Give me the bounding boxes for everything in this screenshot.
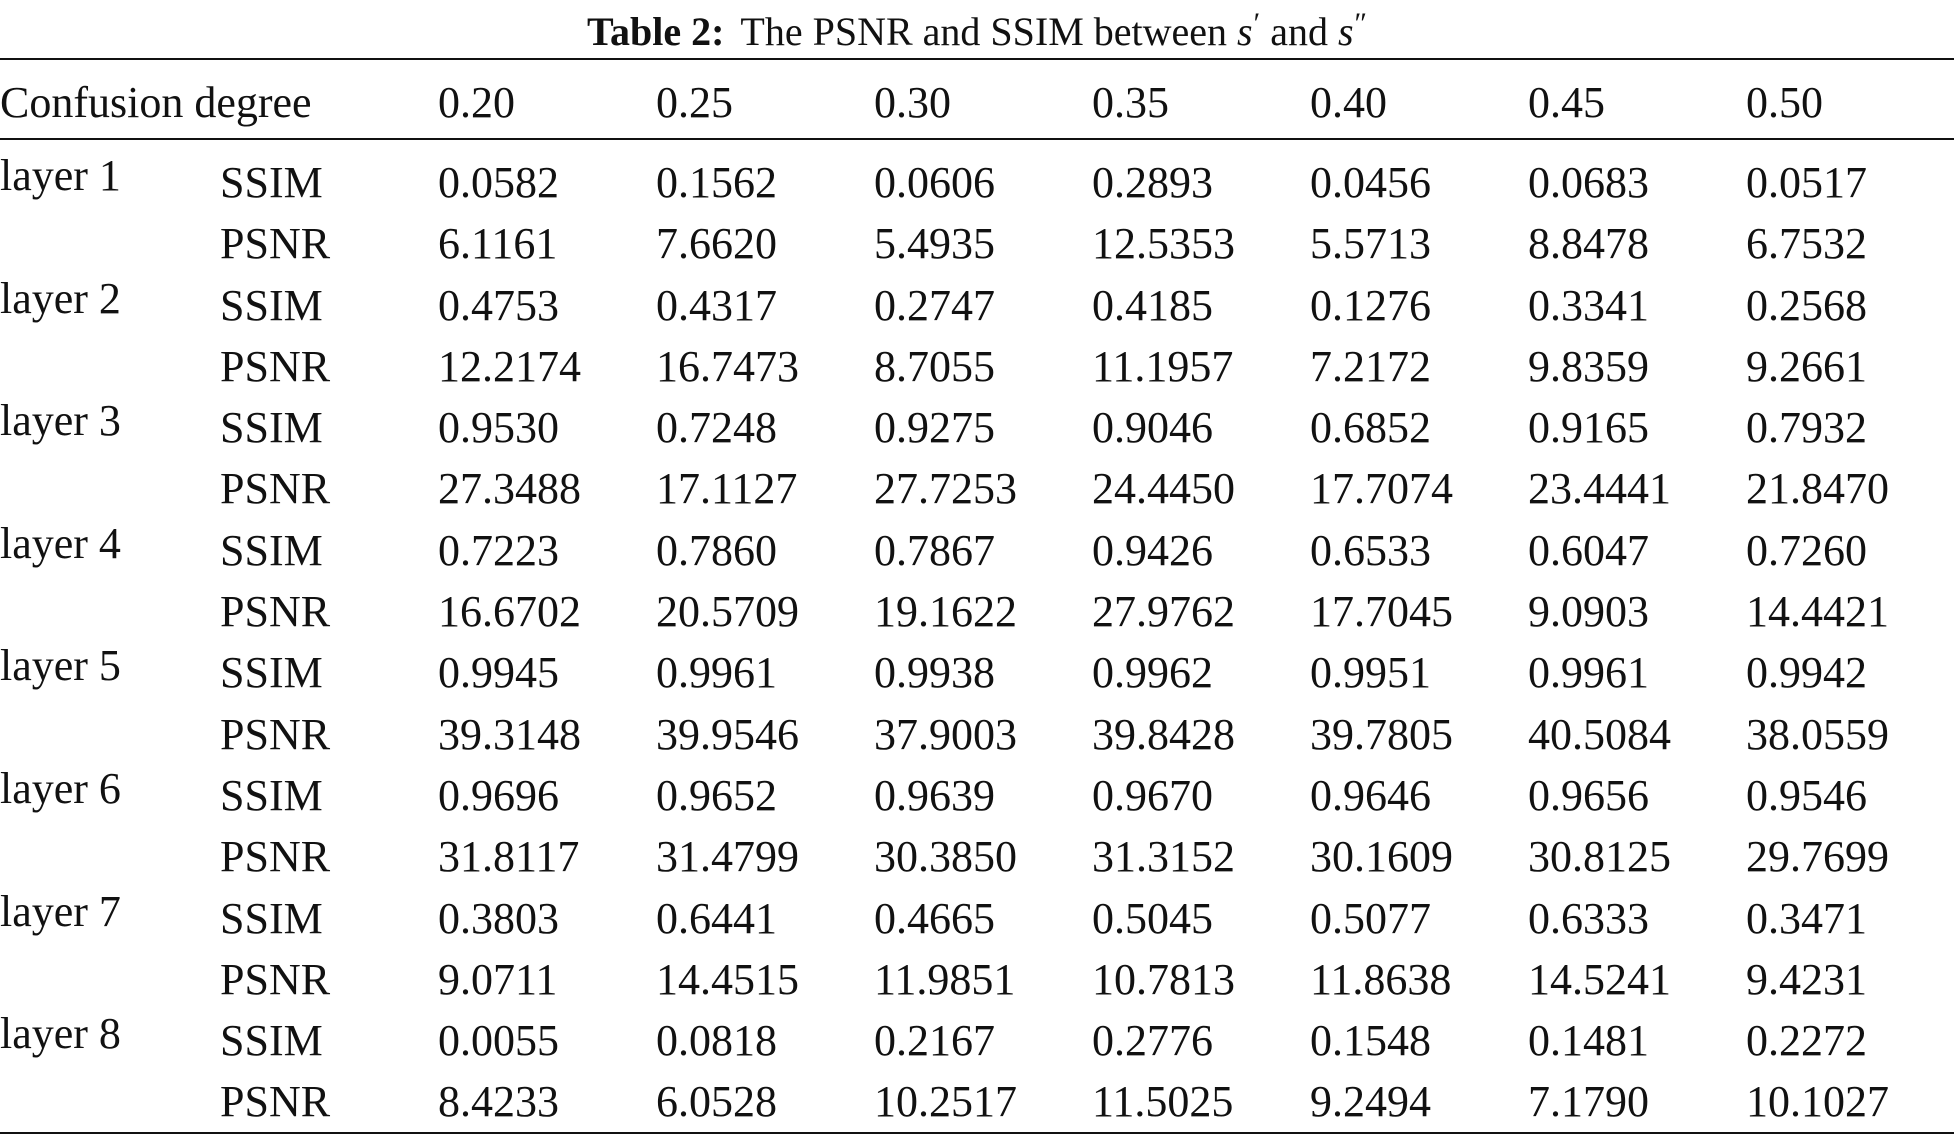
ssim-value: 0.4317 xyxy=(656,280,777,330)
ssim-value: 0.7867 xyxy=(874,525,995,575)
table-row xyxy=(0,213,1954,274)
ssim-value: 0.0582 xyxy=(438,158,559,207)
ssim-label: SSIM xyxy=(220,403,323,453)
ssim-value: 0.9961 xyxy=(1528,648,1649,698)
psnr-value: 23.4441 xyxy=(1528,464,1671,514)
layer-label-empty xyxy=(0,458,220,519)
ssim-value: 0.0606 xyxy=(874,158,995,207)
psnr-value: 17.7045 xyxy=(1310,587,1453,637)
psnr-value: 8.7055 xyxy=(874,341,995,391)
ssim-value: 0.9961 xyxy=(656,648,777,698)
header-degree: 0.40 xyxy=(1310,78,1387,127)
ssim-label: SSIM xyxy=(220,770,323,820)
top-rule xyxy=(0,58,1954,60)
table-row xyxy=(0,1071,1954,1132)
layer-label-empty xyxy=(0,1071,220,1132)
psnr-value: 9.2494 xyxy=(1310,1077,1431,1127)
psnr-value: 27.9762 xyxy=(1092,587,1235,637)
layer-label: layer 7 xyxy=(0,886,121,936)
ssim-label: SSIM xyxy=(220,280,323,330)
psnr-value: 24.4450 xyxy=(1092,464,1235,514)
psnr-label: PSNR xyxy=(220,832,331,882)
header-degree: 0.35 xyxy=(1092,78,1169,127)
psnr-label: PSNR xyxy=(220,709,331,759)
ssim-value: 0.9046 xyxy=(1092,403,1213,453)
ssim-value: 0.9938 xyxy=(874,648,995,698)
ssim-value: 0.7248 xyxy=(656,403,777,453)
psnr-value: 39.9546 xyxy=(656,709,799,759)
psnr-value: 5.5713 xyxy=(1310,219,1431,269)
table-row xyxy=(0,520,1954,581)
ssim-value: 0.7860 xyxy=(656,525,777,575)
ssim-value: 0.9639 xyxy=(874,770,995,820)
psnr-value: 17.1127 xyxy=(656,464,798,514)
psnr-value: 10.1027 xyxy=(1746,1077,1889,1127)
ssim-value: 0.9656 xyxy=(1528,770,1649,820)
psnr-label: PSNR xyxy=(220,464,331,514)
layer-label-empty xyxy=(0,213,220,274)
header-degree: 0.25 xyxy=(656,78,733,127)
caption-conj: and xyxy=(1270,9,1328,54)
caption-var-b: s xyxy=(1337,9,1354,54)
ssim-value: 0.1481 xyxy=(1528,1016,1649,1066)
ssim-value: 0.4665 xyxy=(874,893,995,943)
psnr-value: 7.6620 xyxy=(656,219,777,269)
table-row xyxy=(0,888,1954,949)
ssim-value: 0.9530 xyxy=(438,403,559,453)
ssim-value: 0.2167 xyxy=(874,1016,995,1066)
psnr-value: 38.0559 xyxy=(1746,709,1889,759)
layer-label-empty xyxy=(0,949,220,1010)
psnr-value: 27.7253 xyxy=(874,464,1017,514)
table-row xyxy=(0,642,1954,703)
ssim-value: 0.7260 xyxy=(1746,525,1867,575)
header-row xyxy=(0,68,1954,138)
psnr-value: 9.2661 xyxy=(1746,341,1867,391)
psnr-value: 11.9851 xyxy=(874,954,1016,1004)
psnr-value: 10.2517 xyxy=(874,1077,1017,1127)
psnr-value: 31.4799 xyxy=(656,832,799,882)
psnr-value: 9.0711 xyxy=(438,954,558,1004)
table-row xyxy=(0,458,1954,519)
psnr-value: 30.3850 xyxy=(874,832,1017,882)
psnr-value: 5.4935 xyxy=(874,219,995,269)
table-row xyxy=(0,581,1954,642)
psnr-value: 9.8359 xyxy=(1528,341,1649,391)
psnr-value: 11.8638 xyxy=(1310,954,1452,1004)
ssim-value: 0.6533 xyxy=(1310,525,1431,575)
ssim-label: SSIM xyxy=(220,648,323,698)
ssim-label: SSIM xyxy=(220,893,323,943)
psnr-label: PSNR xyxy=(220,219,331,269)
psnr-label: PSNR xyxy=(220,341,331,391)
psnr-label: PSNR xyxy=(220,1077,331,1127)
psnr-value: 9.4231 xyxy=(1746,954,1867,1004)
psnr-value: 39.7805 xyxy=(1310,709,1453,759)
psnr-value: 30.8125 xyxy=(1528,832,1671,882)
layer-label: layer 8 xyxy=(0,1009,121,1059)
results-table xyxy=(0,68,1954,1133)
layer-label: layer 6 xyxy=(0,763,121,813)
ssim-value: 0.4753 xyxy=(438,280,559,330)
ssim-value: 0.9670 xyxy=(1092,770,1213,820)
psnr-value: 12.2174 xyxy=(438,341,581,391)
ssim-value: 0.9546 xyxy=(1746,770,1867,820)
psnr-value: 6.1161 xyxy=(438,219,558,269)
psnr-value: 17.7074 xyxy=(1310,464,1453,514)
psnr-value: 7.2172 xyxy=(1310,341,1431,391)
ssim-value: 0.6333 xyxy=(1528,893,1649,943)
psnr-value: 31.3152 xyxy=(1092,832,1235,882)
table-row xyxy=(0,275,1954,336)
ssim-value: 0.7932 xyxy=(1746,403,1867,453)
ssim-value: 0.6047 xyxy=(1528,525,1649,575)
layer-label-empty xyxy=(0,581,220,642)
header-degree: 0.20 xyxy=(438,78,515,127)
psnr-value: 9.0903 xyxy=(1528,587,1649,637)
ssim-value: 0.0683 xyxy=(1528,158,1649,207)
ssim-value: 0.7223 xyxy=(438,525,559,575)
psnr-value: 29.7699 xyxy=(1746,832,1889,882)
ssim-value: 0.9696 xyxy=(438,770,559,820)
psnr-value: 6.0528 xyxy=(656,1077,777,1127)
psnr-value: 6.7532 xyxy=(1746,219,1867,269)
psnr-value: 37.9003 xyxy=(874,709,1017,759)
ssim-value: 0.9426 xyxy=(1092,525,1213,575)
layer-label: layer 3 xyxy=(0,396,121,446)
ssim-value: 0.6852 xyxy=(1310,403,1431,453)
header-degree: 0.45 xyxy=(1528,78,1605,127)
layer-label: layer 5 xyxy=(0,641,121,691)
psnr-value: 8.4233 xyxy=(438,1077,559,1127)
caption-var-a: s xyxy=(1237,9,1253,54)
table-row xyxy=(0,397,1954,458)
ssim-label: SSIM xyxy=(220,1016,323,1066)
psnr-value: 27.3488 xyxy=(438,464,581,514)
caption-prime-b: ″ xyxy=(1354,7,1368,40)
caption-text: The PSNR and SSIM between xyxy=(740,9,1228,54)
psnr-value: 40.5084 xyxy=(1528,709,1671,759)
ssim-value: 0.9652 xyxy=(656,770,777,820)
table-row xyxy=(0,949,1954,1010)
ssim-label: SSIM xyxy=(220,525,323,575)
psnr-label: PSNR xyxy=(220,587,331,637)
ssim-value: 0.1548 xyxy=(1310,1016,1431,1066)
layer-label: layer 1 xyxy=(0,151,121,200)
table-row xyxy=(0,704,1954,765)
ssim-value: 0.6441 xyxy=(656,893,777,943)
psnr-value: 7.1790 xyxy=(1528,1077,1649,1127)
ssim-value: 0.9951 xyxy=(1310,648,1431,698)
layer-label-empty xyxy=(0,704,220,765)
ssim-value: 0.9962 xyxy=(1092,648,1213,698)
psnr-value: 14.4515 xyxy=(656,954,799,1004)
ssim-label: SSIM xyxy=(220,158,323,207)
ssim-value: 0.9942 xyxy=(1746,648,1867,698)
ssim-value: 0.3471 xyxy=(1746,893,1867,943)
psnr-value: 19.1622 xyxy=(874,587,1017,637)
ssim-value: 0.9646 xyxy=(1310,770,1431,820)
layer-label-empty xyxy=(0,826,220,887)
psnr-value: 20.5709 xyxy=(656,587,799,637)
psnr-value: 16.6702 xyxy=(438,587,581,637)
ssim-value: 0.0055 xyxy=(438,1016,559,1066)
psnr-value: 14.4421 xyxy=(1746,587,1889,637)
psnr-value: 12.5353 xyxy=(1092,219,1235,269)
ssim-value: 0.9165 xyxy=(1528,403,1649,453)
ssim-value: 0.2568 xyxy=(1746,280,1867,330)
ssim-value: 0.2272 xyxy=(1746,1016,1867,1066)
ssim-value: 0.2893 xyxy=(1092,158,1213,207)
table-row xyxy=(0,826,1954,887)
table-row xyxy=(0,765,1954,826)
ssim-value: 0.3803 xyxy=(438,893,559,943)
ssim-value: 0.0818 xyxy=(656,1016,777,1066)
psnr-value: 11.5025 xyxy=(1092,1077,1234,1127)
ssim-value: 0.1276 xyxy=(1310,280,1431,330)
psnr-value: 39.3148 xyxy=(438,709,581,759)
psnr-value: 21.8470 xyxy=(1746,464,1889,514)
ssim-value: 0.0517 xyxy=(1746,158,1867,207)
psnr-value: 11.1957 xyxy=(1092,341,1234,391)
table-row xyxy=(0,336,1954,397)
layer-label: layer 2 xyxy=(0,273,121,323)
layer-label-empty xyxy=(0,336,220,397)
ssim-value: 0.9275 xyxy=(874,403,995,453)
table-row xyxy=(0,152,1954,213)
ssim-value: 0.2747 xyxy=(874,280,995,330)
psnr-value: 8.8478 xyxy=(1528,219,1649,269)
table-caption xyxy=(0,0,1954,54)
ssim-value: 0.4185 xyxy=(1092,280,1213,330)
ssim-value: 0.9945 xyxy=(438,648,559,698)
psnr-label: PSNR xyxy=(220,954,331,1004)
psnr-value: 10.7813 xyxy=(1092,954,1235,1004)
ssim-value: 0.5077 xyxy=(1310,893,1431,943)
table-row xyxy=(0,1010,1954,1071)
header-degree: 0.30 xyxy=(874,78,951,127)
header-confusion-degree: Confusion degree xyxy=(0,78,312,127)
psnr-value: 31.8117 xyxy=(438,832,580,882)
psnr-value: 30.1609 xyxy=(1310,832,1453,882)
caption-label: Table 2: xyxy=(586,9,725,54)
psnr-value: 16.7473 xyxy=(656,341,799,391)
ssim-value: 0.5045 xyxy=(1092,893,1213,943)
layer-label: layer 4 xyxy=(0,518,121,568)
caption-prime-a: ′ xyxy=(1253,7,1261,40)
ssim-value: 0.2776 xyxy=(1092,1016,1213,1066)
ssim-value: 0.1562 xyxy=(656,158,777,207)
ssim-value: 0.3341 xyxy=(1528,280,1649,330)
psnr-value: 39.8428 xyxy=(1092,709,1235,759)
ssim-value: 0.0456 xyxy=(1310,158,1431,207)
header-degree: 0.50 xyxy=(1746,78,1823,127)
psnr-value: 14.5241 xyxy=(1528,954,1671,1004)
